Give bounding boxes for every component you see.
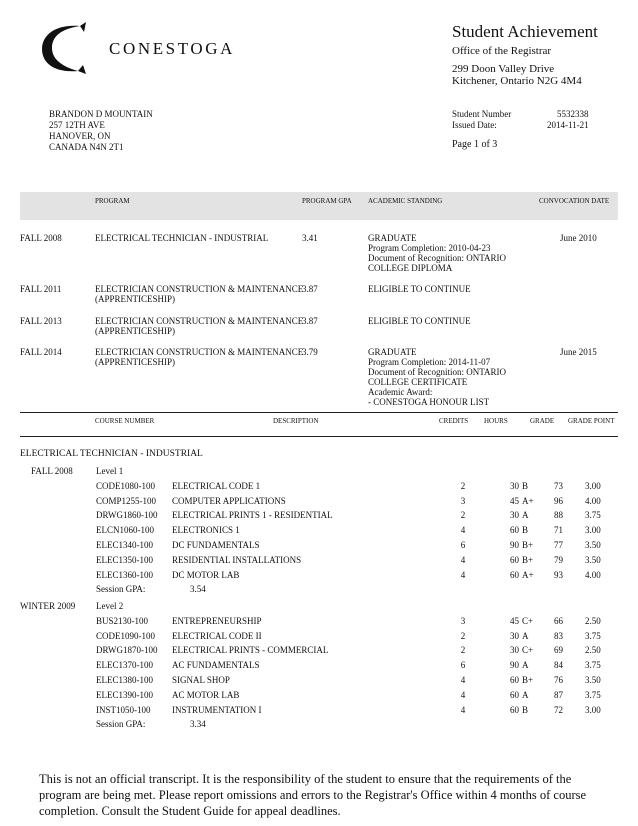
program-name: ELECTRICIAN CONSTRUCTION & MAINTENANCE bbox=[95, 347, 304, 357]
course-percent: 77 bbox=[554, 540, 563, 550]
session-gpa-value: 3.54 bbox=[190, 584, 206, 595]
course-credits: 4 bbox=[460, 525, 466, 536]
course-description: DC FUNDAMENTALS bbox=[172, 540, 260, 550]
program-name: (APPRENTICESHIP) bbox=[95, 357, 176, 367]
course-grade: A bbox=[522, 689, 529, 700]
course-hours: 90 bbox=[510, 660, 519, 671]
disclaimer-footer: This is not an official transcript. It is the responsibility of the student to ensure that the requirements of the program are being met. Please report omissions and errors to the Registrar's Office within 4 months of course completion. Consult the Student Guide for appeal deadlines. bbox=[39, 772, 587, 818]
program-standing: Document of Recognition: ONTARIO bbox=[368, 253, 507, 263]
course-percent: 69 bbox=[554, 645, 563, 656]
course-description: AC FUNDAMENTALS bbox=[172, 660, 260, 671]
course-grade: C+ bbox=[522, 615, 534, 626]
divider bbox=[20, 412, 618, 413]
conestoga-logo-icon bbox=[40, 22, 88, 74]
course-hours: 30 bbox=[510, 630, 519, 641]
course-grade-point: 3.75 bbox=[585, 510, 601, 521]
program-name: (APPRENTICESHIP) bbox=[95, 294, 176, 304]
issued-date-label: Issued Date: bbox=[452, 120, 497, 130]
program-standing: Program Completion: 2014-11-07 bbox=[368, 357, 491, 367]
program-standing: - CONESTOGA HONOUR LIST bbox=[368, 397, 490, 407]
col-grade-point: GRADE POINT bbox=[568, 417, 615, 425]
col-academic-standing: ACADEMIC STANDING bbox=[368, 197, 443, 205]
course-description: SIGNAL SHOP bbox=[172, 675, 230, 685]
course-grade-point: 3.75 bbox=[585, 689, 601, 700]
course-credits: 3 bbox=[460, 495, 466, 506]
course-grade-point: 3.50 bbox=[585, 540, 601, 550]
program-gpa: 3.87 bbox=[302, 316, 318, 326]
course-percent: 72 bbox=[554, 704, 563, 715]
course-percent: 84 bbox=[554, 660, 563, 671]
col-convocation-date: CONVOCATION DATE bbox=[539, 197, 610, 205]
course-number: INST1050-100 bbox=[96, 704, 151, 715]
course-description: ELECTRICAL CODE II bbox=[172, 630, 262, 641]
program-term: FALL 2011 bbox=[20, 284, 62, 294]
course-number: ELEC1380-100 bbox=[96, 675, 153, 685]
program-name: (APPRENTICESHIP) bbox=[95, 326, 176, 336]
program-name: ELECTRICIAN CONSTRUCTION & MAINTENANCE bbox=[95, 284, 304, 294]
course-hours: 60 bbox=[510, 704, 519, 715]
course-grade: C+ bbox=[522, 645, 534, 656]
course-description: AC MOTOR LAB bbox=[172, 689, 240, 700]
col-credits: CREDITS bbox=[439, 417, 469, 425]
program-standing: Academic Award: bbox=[368, 387, 433, 397]
course-percent: 76 bbox=[554, 675, 563, 685]
course-hours: 60 bbox=[510, 525, 519, 536]
course-grade-point: 4.00 bbox=[585, 569, 601, 580]
course-grade-point: 3.00 bbox=[585, 525, 601, 536]
session-gpa-label: Session GPA: bbox=[96, 584, 146, 595]
course-grade: B bbox=[522, 480, 529, 491]
program-standing: COLLEGE DIPLOMA bbox=[368, 263, 453, 273]
course-percent: 79 bbox=[554, 554, 563, 565]
program-term: FALL 2014 bbox=[20, 347, 62, 357]
course-hours: 45 bbox=[510, 615, 519, 626]
course-number: ELEC1360-100 bbox=[96, 569, 153, 580]
issued-date: 2014-11-21 bbox=[547, 120, 589, 130]
program-name: ELECTRICIAN CONSTRUCTION & MAINTENANCE bbox=[95, 316, 304, 326]
office-address-line1: 299 Doon Valley Drive bbox=[452, 63, 555, 75]
document-title: Student Achievement bbox=[452, 22, 598, 41]
course-number: ELEC1370-100 bbox=[96, 660, 153, 671]
course-grade-point: 3.00 bbox=[585, 480, 601, 491]
course-description: COMPUTER APPLICATIONS bbox=[172, 495, 286, 506]
student-number: 5532338 bbox=[557, 109, 589, 119]
course-grade: A+ bbox=[522, 495, 534, 506]
student-address-line3: CANADA N4N 2T1 bbox=[49, 142, 124, 152]
course-grade-point: 2.50 bbox=[585, 645, 601, 656]
course-grade-point: 2.50 bbox=[585, 615, 601, 626]
course-hours: 90 bbox=[510, 540, 519, 550]
course-hours: 60 bbox=[510, 675, 519, 685]
course-credits: 4 bbox=[460, 689, 466, 700]
course-hours: 30 bbox=[510, 480, 519, 491]
course-grade-point: 4.00 bbox=[585, 495, 601, 506]
program-standing: COLLEGE CERTIFICATE bbox=[368, 377, 468, 387]
level-label: Level 1 bbox=[96, 466, 124, 476]
course-number: DRWG1860-100 bbox=[96, 510, 158, 521]
program-term: FALL 2008 bbox=[20, 233, 62, 243]
course-percent: 87 bbox=[554, 689, 563, 700]
course-section-title: ELECTRICAL TECHNICIAN - INDUSTRIAL bbox=[20, 449, 203, 459]
course-credits: 2 bbox=[460, 480, 466, 491]
course-credits: 6 bbox=[460, 660, 466, 671]
student-address-line2: HANOVER, ON bbox=[49, 131, 111, 141]
course-number: ELEC1340-100 bbox=[96, 540, 153, 550]
page-indicator: Page 1 of 3 bbox=[452, 139, 498, 150]
course-grade: A+ bbox=[522, 569, 534, 580]
course-number: CODE1090-100 bbox=[96, 630, 155, 641]
course-credits: 2 bbox=[460, 630, 466, 641]
course-description: ELECTRONICS 1 bbox=[172, 525, 240, 536]
program-standing: ELIGIBLE TO CONTINUE bbox=[368, 316, 471, 326]
course-credits: 2 bbox=[460, 510, 466, 521]
course-number: DRWG1870-100 bbox=[96, 645, 158, 656]
course-grade-point: 3.50 bbox=[585, 554, 601, 565]
course-credits: 3 bbox=[460, 615, 466, 626]
student-name: BRANDON D MOUNTAIN bbox=[49, 109, 153, 119]
course-credits: 6 bbox=[460, 540, 466, 550]
course-description: DC MOTOR LAB bbox=[172, 569, 240, 580]
course-description: RESIDENTIAL INSTALLATIONS bbox=[172, 554, 302, 565]
col-course-number: COURSE NUMBER bbox=[95, 417, 155, 425]
course-grade: A bbox=[522, 660, 529, 671]
course-percent: 83 bbox=[554, 630, 563, 641]
course-credits: 4 bbox=[460, 554, 466, 565]
course-number: ELEC1390-100 bbox=[96, 689, 153, 700]
program-term: FALL 2013 bbox=[20, 316, 62, 326]
program-standing: Program Completion: 2010-04-23 bbox=[368, 243, 491, 253]
course-grade: B+ bbox=[522, 540, 534, 550]
course-percent: 88 bbox=[554, 510, 563, 521]
col-program: PROGRAM bbox=[95, 197, 130, 205]
course-hours: 30 bbox=[510, 645, 519, 656]
course-credits: 2 bbox=[460, 645, 466, 656]
course-grade-point: 3.75 bbox=[585, 660, 601, 671]
program-standing: GRADUATE bbox=[368, 347, 417, 357]
course-grade-point: 3.50 bbox=[585, 675, 601, 685]
program-convocation: June 2015 bbox=[560, 347, 597, 357]
program-gpa: 3.41 bbox=[302, 233, 318, 243]
course-percent: 66 bbox=[554, 615, 563, 626]
divider bbox=[20, 436, 618, 437]
course-description: ELECTRICAL CODE 1 bbox=[172, 480, 261, 491]
course-number: BUS2130-100 bbox=[96, 615, 149, 626]
course-description: INSTRUMENTATION I bbox=[172, 704, 262, 715]
program-standing: GRADUATE bbox=[368, 233, 417, 243]
course-grade-point: 3.00 bbox=[585, 704, 601, 715]
course-percent: 73 bbox=[554, 480, 563, 491]
col-hours: HOURS bbox=[484, 417, 508, 425]
course-number: ELEC1350-100 bbox=[96, 554, 153, 565]
course-description: ENTREPRENEURSHIP bbox=[172, 615, 262, 626]
logo-wordmark: CONESTOGA bbox=[109, 39, 236, 58]
course-description: ELECTRICAL PRINTS - COMMERCIAL bbox=[172, 645, 329, 656]
course-grade: B bbox=[522, 525, 529, 536]
course-percent: 96 bbox=[554, 495, 563, 506]
course-credits: 4 bbox=[460, 704, 466, 715]
course-number: COMP1255-100 bbox=[96, 495, 157, 506]
office-address-line2: Kitchener, Ontario N2G 4M4 bbox=[452, 75, 582, 87]
course-grade: B+ bbox=[522, 554, 534, 565]
course-grade: B+ bbox=[522, 675, 534, 685]
program-standing: Document of Recognition: ONTARIO bbox=[368, 367, 507, 377]
col-grade: GRADE bbox=[530, 417, 555, 425]
term-label: WINTER 2009 bbox=[20, 601, 76, 611]
course-grade: A bbox=[522, 510, 529, 521]
session-gpa-value: 3.34 bbox=[190, 719, 206, 730]
course-hours: 30 bbox=[510, 510, 519, 521]
col-program-gpa: PROGRAM GPA bbox=[302, 197, 352, 205]
program-convocation: June 2010 bbox=[560, 233, 597, 243]
course-percent: 93 bbox=[554, 569, 563, 580]
program-standing: ELIGIBLE TO CONTINUE bbox=[368, 284, 471, 294]
session-gpa-label: Session GPA: bbox=[96, 719, 146, 730]
course-hours: 45 bbox=[510, 495, 519, 506]
course-number: CODE1080-100 bbox=[96, 480, 155, 491]
level-label: Level 2 bbox=[96, 601, 124, 611]
student-address-line1: 257 12TH AVE bbox=[49, 120, 105, 130]
col-description: DESCRIPTION bbox=[273, 417, 319, 425]
course-grade: B bbox=[522, 704, 529, 715]
course-credits: 4 bbox=[460, 675, 466, 685]
course-credits: 4 bbox=[460, 569, 466, 580]
course-description: ELECTRICAL PRINTS 1 - RESIDENTIAL bbox=[172, 510, 333, 521]
office-name: Office of the Registrar bbox=[452, 45, 552, 57]
program-name: ELECTRICAL TECHNICIAN - INDUSTRIAL bbox=[95, 233, 269, 243]
course-hours: 60 bbox=[510, 554, 519, 565]
course-grade: A bbox=[522, 630, 529, 641]
course-number: ELCN1060-100 bbox=[96, 525, 154, 536]
program-gpa: 3.79 bbox=[302, 347, 318, 357]
term-label: FALL 2008 bbox=[31, 466, 73, 476]
student-number-label: Student Number bbox=[452, 109, 512, 119]
program-gpa: 3.87 bbox=[302, 284, 318, 294]
course-hours: 60 bbox=[510, 569, 519, 580]
course-percent: 71 bbox=[554, 525, 563, 536]
course-grade-point: 3.75 bbox=[585, 630, 601, 641]
course-hours: 60 bbox=[510, 689, 519, 700]
